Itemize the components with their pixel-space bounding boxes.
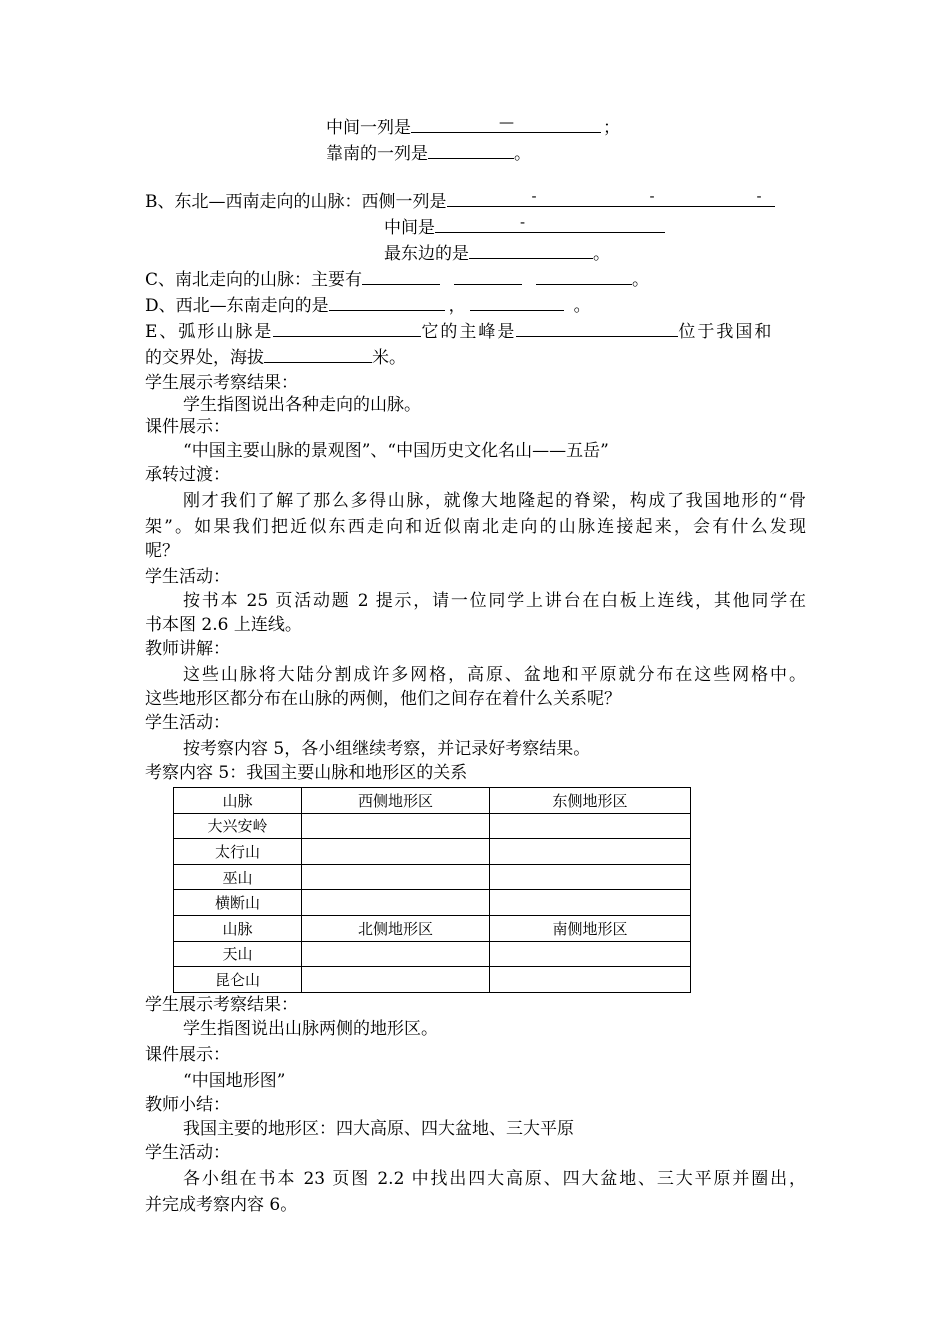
- item-d-blank-1[interactable]: [329, 294, 445, 311]
- item-b-east-line: 最东边的是 。: [384, 244, 610, 264]
- courseware-text-2: “中国地形图”: [183, 1071, 286, 1091]
- table-header-row: [174, 915, 691, 941]
- transition-line-1: 刚才我们了解了那么多得山脉，就像大地隆起的脊梁，构成了我国地形的“骨: [183, 491, 806, 511]
- mountain-name-cell: 巫山: [174, 864, 302, 890]
- mountain-name-cell: 昆仑山: [174, 967, 302, 993]
- answer-cell[interactable]: [490, 941, 691, 967]
- courseware-heading-2: 课件展示：: [145, 1045, 230, 1065]
- item-b-line: B、东北—西南走向的山脉：西侧一列是 - - -: [145, 190, 775, 213]
- activity-line-2: 书本图 2.6 上连线。: [145, 615, 302, 635]
- show-result-text-2: 学生指图说出山脉两侧的地形区。: [183, 1019, 438, 1039]
- south-row-blank[interactable]: [428, 142, 514, 159]
- table-header-cell: 北侧地形区: [302, 915, 490, 941]
- content5-title: 考察内容 5：我国主要山脉和地形区的关系: [145, 763, 468, 783]
- item-c-blank-2[interactable]: [454, 268, 522, 285]
- table-header-row: [174, 788, 691, 814]
- activity2-text: 按考察内容 5，各小组继续考察，并记录好考察结果。: [183, 739, 591, 759]
- answer-cell[interactable]: [490, 967, 691, 993]
- item-d-line: D、西北—东南走向的是 ， 。: [145, 296, 591, 316]
- item-c-blank-3[interactable]: [536, 268, 632, 285]
- item-b-west-blank[interactable]: - - -: [447, 190, 775, 207]
- answer-cell[interactable]: [302, 967, 490, 993]
- mountain-name-cell: 大兴安岭: [174, 813, 302, 839]
- transition-line-2: 架”。如果我们把近似东西走向和近似南北走向的山脉连接起来，会有什么发现: [145, 517, 806, 537]
- transition-line-3: 呢？: [145, 541, 179, 561]
- teacher-line-1: 这些山脉将大陆分割成许多网格，高原、盆地和平原就分布在这些网格中。: [183, 665, 806, 685]
- teacher-line-2: 这些地形区都分布在山脉的两侧，他们之间存在着什么关系呢？: [145, 689, 621, 709]
- show-result-heading-2: 学生展示考察结果：: [145, 995, 298, 1015]
- table-header-cell: 东侧地形区: [490, 788, 691, 814]
- activity3-line-1: 各小组在书本 23 页图 2.2 中找出四大高原、四大盆地、三大平原并圈出，: [183, 1169, 806, 1189]
- transition-heading: 承转过渡：: [145, 465, 230, 485]
- activity2-heading: 学生活动：: [145, 713, 230, 733]
- activity3-heading: 学生活动：: [145, 1143, 230, 1163]
- table-header-cell: 南侧地形区: [490, 915, 691, 941]
- item-b-middle-line: 中间是 -: [384, 216, 665, 239]
- item-b-east-blank[interactable]: [469, 242, 593, 259]
- item-e-height-blank[interactable]: [264, 346, 372, 363]
- table-row: [174, 967, 691, 993]
- answer-cell[interactable]: [302, 813, 490, 839]
- show-result-text: 学生指图说出各种走向的山脉。: [183, 395, 421, 415]
- survey-table: [173, 787, 691, 993]
- table-row: [174, 839, 691, 865]
- table-row: [174, 941, 691, 967]
- table-header-cell: 山脉: [174, 788, 302, 814]
- answer-cell[interactable]: [302, 941, 490, 967]
- mountain-name-cell: 横断山: [174, 890, 302, 916]
- item-e-line: E、弧形山脉是 它的主峰是 位于我国和: [145, 322, 774, 342]
- mountain-name-cell: 太行山: [174, 839, 302, 865]
- show-result-heading: 学生展示考察结果：: [145, 373, 298, 393]
- activity-heading: 学生活动：: [145, 567, 230, 587]
- summary-text: 我国主要的地形区：四大高原、四大盆地、三大平原: [183, 1119, 574, 1139]
- table-row: [174, 813, 691, 839]
- courseware-heading: 课件展示：: [145, 417, 230, 437]
- answer-cell[interactable]: [302, 839, 490, 865]
- middle-row-line: 中间一列是 — ；: [326, 113, 620, 138]
- mountain-name-cell: 天山: [174, 941, 302, 967]
- item-e-border-line: 的交界处，海拔 米。: [145, 348, 406, 368]
- table-row: [174, 890, 691, 916]
- activity3-line-2: 并完成考察内容 6。: [145, 1195, 298, 1215]
- table-header-cell: 山脉: [174, 915, 302, 941]
- item-e-mountain-blank[interactable]: [273, 320, 421, 337]
- answer-cell[interactable]: [490, 839, 691, 865]
- item-b-middle-blank[interactable]: -: [435, 216, 665, 233]
- item-e-peak-blank[interactable]: [516, 320, 678, 337]
- middle-row-blank[interactable]: —: [411, 116, 601, 133]
- item-c-line: C、南北走向的山脉：主要有 。: [145, 270, 650, 290]
- south-row-line: 靠南的一列是 。: [326, 144, 531, 164]
- answer-cell[interactable]: [302, 890, 490, 916]
- table-header-cell: 西侧地形区: [302, 788, 490, 814]
- activity-line-1: 按书本 25 页活动题 2 提示，请一位同学上讲台在白板上连线，其他同学在: [183, 591, 806, 611]
- answer-cell[interactable]: [490, 890, 691, 916]
- item-c-blank-1[interactable]: [362, 268, 440, 285]
- answer-cell[interactable]: [302, 864, 490, 890]
- summary-heading: 教师小结：: [145, 1095, 230, 1115]
- answer-cell[interactable]: [490, 813, 691, 839]
- courseware-text: “中国主要山脉的景观图”、“中国历史文化名山——五岳”: [183, 441, 609, 461]
- item-d-blank-2[interactable]: [470, 294, 564, 311]
- teacher-heading: 教师讲解：: [145, 639, 230, 659]
- table-row: [174, 864, 691, 890]
- answer-cell[interactable]: [490, 864, 691, 890]
